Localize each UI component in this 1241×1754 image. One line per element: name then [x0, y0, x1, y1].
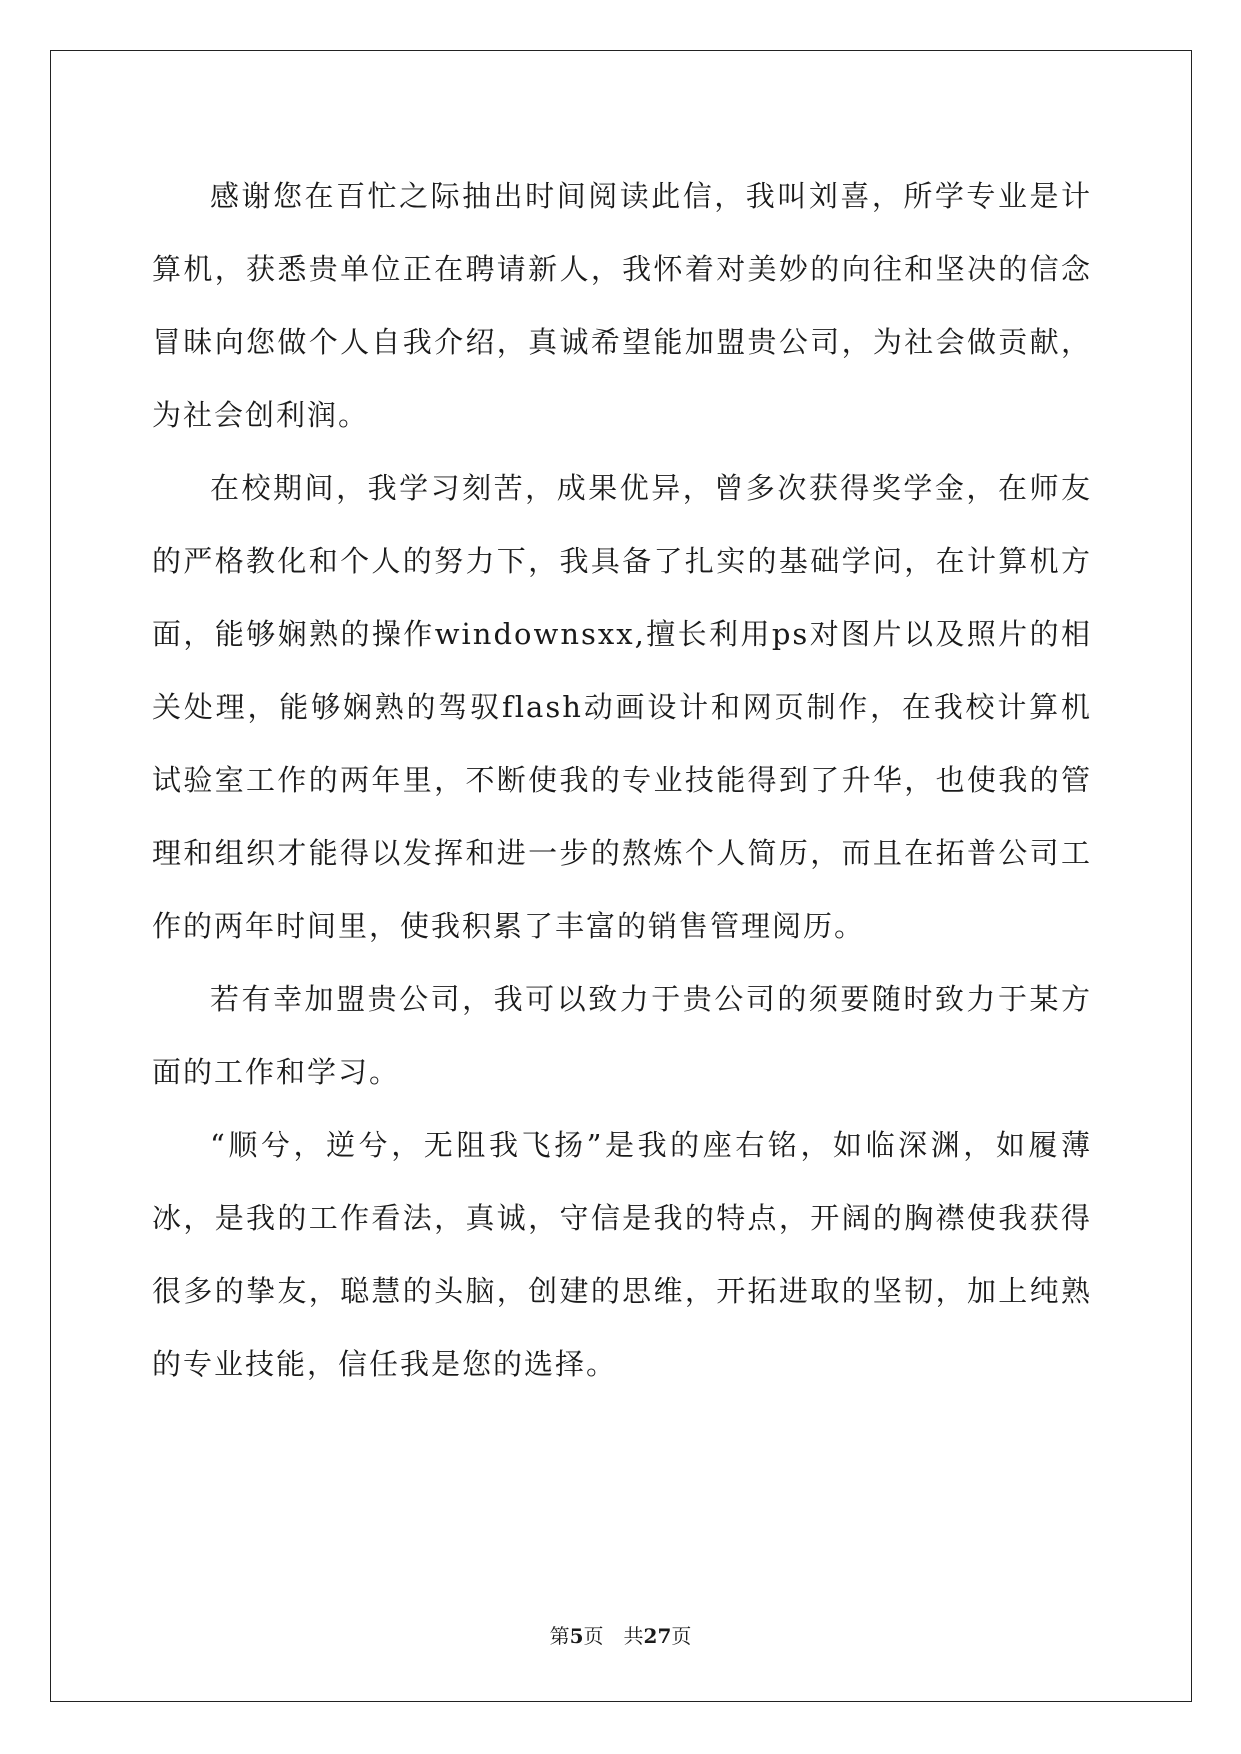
paragraph-motto: “顺兮，逆兮，无阻我飞扬”是我的座右铭，如临深渊，如履薄冰，是我的工作看法，真诚，守信是我的特点，开阔的胸襟使我获得很多的挚友，聪慧的头脑，创建的思维，开拓进取的坚韧，加上纯熟的专业技能，信任我是您的选择。: [152, 1128, 1092, 1381]
footer-prefix: 第: [549, 1624, 570, 1648]
footer-total-prefix: 共: [623, 1624, 644, 1648]
footer-total-suffix: 页: [671, 1624, 692, 1648]
total-pages-number: 27: [643, 1624, 672, 1648]
letter-body: [152, 160, 1092, 1401]
paragraph-commitment: 若有幸加盟贵公司，我可以致力于贵公司的须要随时致力于某方面的工作和学习。: [152, 982, 1092, 1089]
paragraph-education: 在校期间，我学习刻苦，成果优异，曾多次获得奖学金，在师友的严格教化和个人的努力下，我具备了扎实的基础学问，在计算机方面，能够娴熟的操作windownsxx,擅长利用ps对图片以及照片的相关处理，能够娴熟的驾驭flash动画设计和网页制作，在我校计算机试验室工作的两年里，不断使我的专业技能得到了升华，也使我的管理和组织才能得以发挥和进一步的熬炼个人简历，而且在拓普公司工作的两年时间里，使我积累了丰富的销售管理阅历。: [152, 471, 1092, 943]
footer-page-suffix: 页: [583, 1624, 604, 1648]
paragraph-intro: 感谢您在百忙之际抽出时间阅读此信，我叫刘喜，所学专业是计算机，获悉贵单位正在聘请新人，我怀着对美妙的向往和坚决的信念冒昧向您做个人自我介绍，真诚希望能加盟贵公司，为社会做贡献，为社会创利润。: [152, 179, 1092, 432]
current-page-number: 5: [569, 1624, 584, 1648]
page-footer: [0, 1624, 1241, 1648]
